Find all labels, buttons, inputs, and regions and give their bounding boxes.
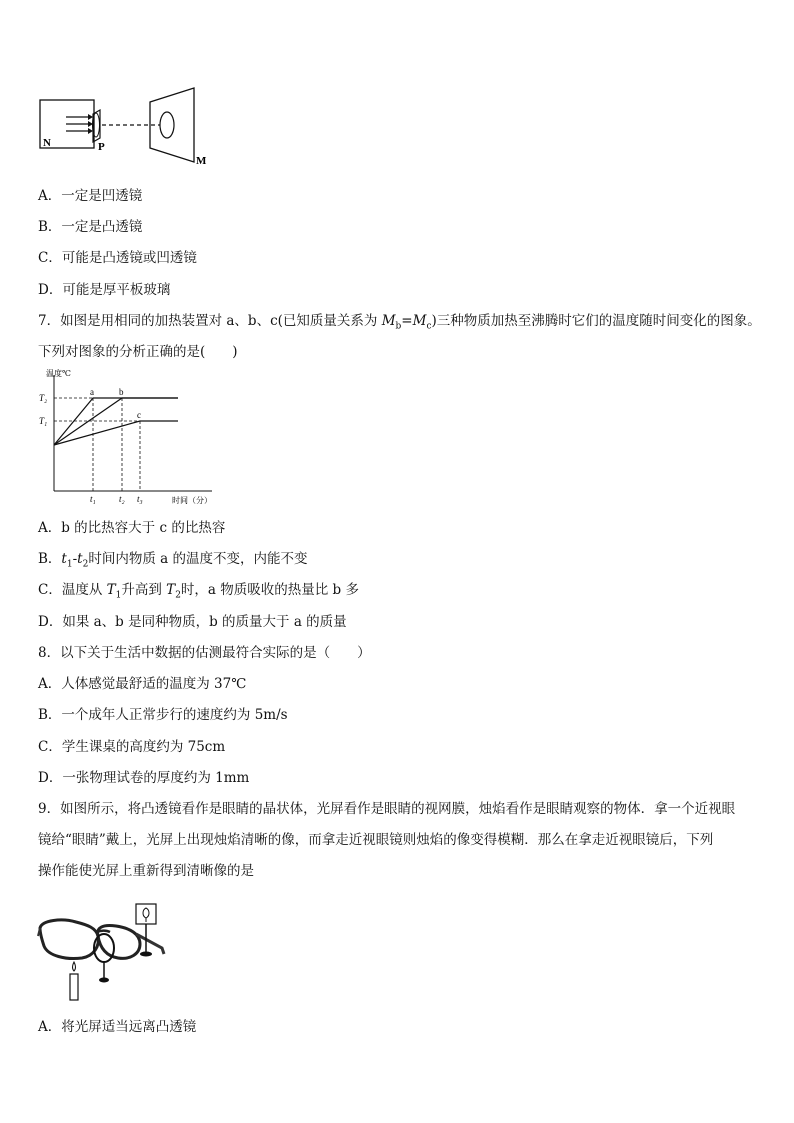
x-axis-label: 时间（分） (172, 496, 212, 505)
q7-stem-line1: 7．如图是用相同的加热装置对 a、b、c(已知质量关系为 $M_b=M_c$)三种物质加热至沸腾时它们的温度随时间变化的图象。 (38, 313, 761, 332)
label-m: M (196, 155, 207, 167)
q9-stem-line1: 9．如图所示，将凸透镜看作是眼睛的晶状体，光屏看作是眼睛的视网膜，烛焰看作是眼睛观察的物体．拿一个近视眼 (38, 801, 736, 817)
q8-option-c[interactable]: C．学生课桌的高度约为 75cm (38, 739, 226, 755)
q9-option-a[interactable]: A．将光屏适当远离凸透镜 (38, 1019, 197, 1035)
q7-option-c[interactable]: C．温度从 $T_1$升高到 $T_2$时，a 物质吸收的热量比 b 多 (38, 582, 359, 601)
figure-q6-projector (36, 84, 216, 172)
q7-stem-line2: 下列对图象的分析正确的是( ) (38, 344, 238, 360)
q8-stem: 8．以下关于生活中数据的估测最符合实际的是（ ） (38, 645, 371, 661)
q6-option-c[interactable]: C．可能是凸透镜或凹透镜 (38, 250, 197, 266)
x-tick-label-1: t₁ (90, 494, 96, 504)
x-tick-label-3: t₃ (137, 494, 143, 504)
q7-option-d[interactable]: D．如果 a、b 是同种物质，b 的质量大于 a 的质量 (38, 614, 347, 630)
q7-temperature-time-chart (36, 367, 222, 509)
q8-option-b[interactable]: B．一个成年人正常步行的速度约为 5m/s (38, 707, 288, 723)
q6-option-a[interactable]: A．一定是凹透镜 (38, 188, 143, 204)
screen-m (150, 88, 194, 162)
series-b-label: b (119, 387, 124, 397)
q8-option-d[interactable]: D．一张物理试卷的厚度约为 1mm (38, 770, 250, 786)
q7-option-a[interactable]: A．b 的比热容大于 c 的比热容 (38, 520, 226, 536)
figure-q9-glasses-experiment (36, 898, 176, 1006)
q6-option-b[interactable]: B．一定是凸透镜 (38, 219, 143, 235)
series-c-label: c (137, 410, 141, 420)
y-tick-label-1: T₂ (39, 393, 48, 403)
q7-option-b[interactable]: B．$t_1-t_2$时间内物质 a 的温度不变，内能不变 (38, 551, 308, 570)
series-c-line (54, 421, 178, 445)
x-tick-label-2: t₂ (119, 494, 125, 504)
y-axis-label: 温度℃ (46, 369, 71, 378)
y-tick-label-2: T₁ (39, 416, 48, 426)
q9-stem-line2: 镜给“眼睛”戴上，光屏上出现烛焰清晰的像，而拿走近视眼镜则烛焰的像变得模糊．那么在拿走近视眼镜后，下列 (38, 832, 714, 848)
q6-option-d[interactable]: D．可能是厚平板玻璃 (38, 282, 171, 298)
candle-icon (70, 962, 78, 1000)
label-n: N (43, 137, 51, 149)
label-p: P (98, 141, 105, 153)
q8-option-a[interactable]: A．人体感觉最舒适的温度为 37℃ (38, 676, 247, 692)
series-a-label: a (90, 387, 94, 397)
q9-stem-line3: 操作能使光屏上重新得到清晰像的是 (38, 863, 254, 879)
